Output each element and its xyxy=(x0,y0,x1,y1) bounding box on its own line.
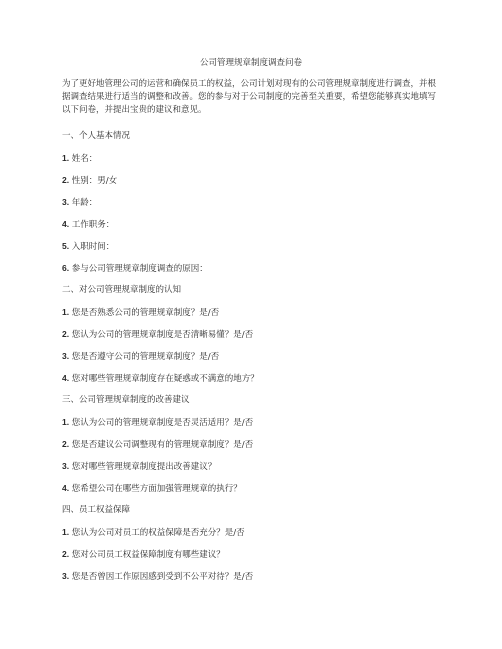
item-text: 您认为公司的管理规章制度是否灵活适用？是/否 xyxy=(71,418,254,428)
list-item xyxy=(62,328,253,341)
item-text: 您是否遵守公司的管理规章制度？是/否 xyxy=(71,352,220,362)
item-number: 1. xyxy=(62,307,70,317)
item-text: 您认为公司的管理规章制度是否清晰易懂？是/否 xyxy=(71,330,254,340)
list-item xyxy=(62,174,117,187)
list-item xyxy=(62,196,97,209)
item-text: 工作职务： xyxy=(71,220,115,230)
item-number: 2. xyxy=(62,549,70,559)
section-heading-awareness: 二、对公司管理规章制度的认知 xyxy=(62,285,182,295)
item-number: 5. xyxy=(62,241,70,251)
list-item xyxy=(62,416,253,429)
section-heading-improvement: 三、公司管理规章制度的改善建议 xyxy=(62,395,190,405)
item-text: 您是否熟悉公司的管理规章制度？是/否 xyxy=(71,308,220,318)
item-text: 您是否建议公司调整现有的管理规章制度？是/否 xyxy=(71,440,254,450)
section-heading-basic-info: 一、个人基本情况 xyxy=(62,131,131,141)
item-number: 2. xyxy=(62,439,70,449)
item-text: 您对哪些管理规章制度存在疑惑或不满意的地方？ xyxy=(71,374,259,384)
document-title: 公司管理规章制度调查问卷 xyxy=(199,58,302,68)
list-item xyxy=(62,306,219,319)
list-item xyxy=(62,570,253,583)
item-text: 年龄： xyxy=(71,198,98,208)
list-item xyxy=(62,548,225,561)
list-item xyxy=(62,262,208,275)
item-number: 3. xyxy=(62,351,70,361)
list-item xyxy=(62,350,219,363)
item-number: 2. xyxy=(62,329,70,339)
item-number: 1. xyxy=(62,153,70,163)
item-number: 3. xyxy=(62,197,70,207)
item-text: 姓名： xyxy=(71,154,98,164)
item-text: 您对公司员工权益保障制度有哪些建议？ xyxy=(71,550,225,560)
item-number: 1. xyxy=(62,527,70,537)
item-text: 性别：男/女 xyxy=(71,176,118,186)
list-item xyxy=(62,372,259,385)
list-item xyxy=(62,438,253,451)
list-item xyxy=(62,460,216,473)
item-number: 1. xyxy=(62,417,70,427)
item-text: 您认为公司对员工的权益保障是否充分？是/否 xyxy=(71,528,245,538)
item-number: 4. xyxy=(62,483,70,493)
list-item xyxy=(62,240,114,253)
intro-paragraph: 为了更好地管理公司的运营和确保员工的权益，公司计划对现有的公司管理规章制度进行调查，并根据调查结果进行适当的调整和改善。您的参与对于公司制度的完善至关重要，希望您能够真实地填写以下问卷，并提出宝贵的建议和意见。 xyxy=(62,79,437,115)
item-text: 参与公司管理规章制度调查的原因： xyxy=(71,264,208,274)
item-text: 您对哪些管理规章制度提出改善建议？ xyxy=(71,462,217,472)
item-number: 4. xyxy=(62,373,70,383)
item-number: 2. xyxy=(62,175,70,185)
item-number: 3. xyxy=(62,571,70,581)
item-number: 3. xyxy=(62,461,70,471)
item-text: 您是否曾因工作原因感到受到不公平对待？是/否 xyxy=(71,572,254,582)
list-item xyxy=(62,152,97,165)
list-item xyxy=(62,482,242,495)
list-item xyxy=(62,526,245,539)
item-text: 您希望公司在哪些方面加强管理规章的执行？ xyxy=(71,484,242,494)
list-item xyxy=(62,218,114,231)
section-heading-employee-rights: 四、员工权益保障 xyxy=(62,505,131,515)
item-number: 4. xyxy=(62,219,70,229)
item-text: 入职时间： xyxy=(71,242,115,252)
item-number: 6. xyxy=(62,263,70,273)
